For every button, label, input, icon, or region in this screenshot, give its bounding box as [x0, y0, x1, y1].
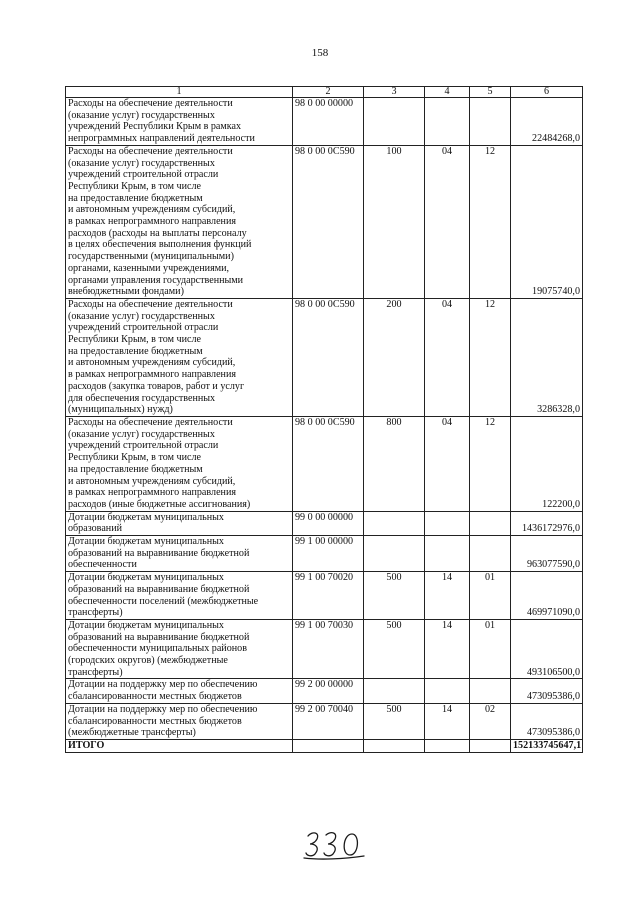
description-line: обеспеченности муниципальных районов: [68, 643, 247, 655]
description-line: Дотации бюджетам муниципальных: [68, 572, 224, 584]
subsection-code: 12: [470, 145, 511, 298]
description-line: сбалансированности местных бюджетов: [68, 691, 242, 703]
target-article-code: 98 0 00 0С590: [293, 298, 364, 416]
section-code: 14: [425, 703, 470, 739]
expense-type-code: 100: [364, 145, 425, 298]
total-row: [66, 739, 583, 752]
description-line: (оказание услуг) государственных: [68, 310, 215, 322]
column-header-1: 1: [66, 87, 293, 98]
description-line: для обеспечения государственных: [68, 392, 216, 404]
description-line: в целях обеспечения выполнения функций: [68, 239, 252, 251]
description-line: Республики Крым, в том числе: [68, 334, 201, 346]
expense-type-code: [364, 98, 425, 146]
amount-value: 469971090,0: [511, 572, 583, 620]
description-line: обеспеченности: [68, 559, 137, 571]
target-article-code: 99 2 00 00000: [293, 679, 364, 703]
subsection-code: 02: [470, 703, 511, 739]
section-code: 14: [425, 619, 470, 679]
row-description: [66, 98, 293, 146]
target-article-code: 99 0 00 00000: [293, 511, 364, 535]
section-code: [425, 679, 470, 703]
table-row: [66, 572, 583, 620]
description-line: образований на выравнивание бюджетной: [68, 631, 250, 643]
section-code: 04: [425, 145, 470, 298]
description-line: Республики Крым, в том числе: [68, 180, 201, 192]
subsection-code: 01: [470, 572, 511, 620]
description-line: в рамках непрограммного направления: [68, 487, 237, 499]
amount-value: 1436172976,0: [511, 511, 583, 535]
amount-value: 493106500,0: [511, 619, 583, 679]
target-article-code: 99 1 00 70030: [293, 619, 364, 679]
description-line: и автономным учреждениям субсидий,: [68, 475, 236, 487]
row-description: [66, 679, 293, 703]
section-code: [425, 98, 470, 146]
description-line: на предоставление бюджетным: [68, 463, 203, 475]
row-description: [66, 536, 293, 572]
total-amount: 152133745647,1: [511, 739, 583, 752]
description-line: (межбюджетные трансферты): [68, 727, 196, 739]
empty-cell: [425, 739, 470, 752]
description-line: и автономным учреждениям субсидий,: [68, 204, 236, 216]
description-line: учреждений строительной отрасли: [68, 322, 219, 334]
description-line: Дотации на поддержку мер по обеспечению: [68, 679, 258, 691]
subsection-code: 12: [470, 298, 511, 416]
table-row: [66, 536, 583, 572]
expense-type-code: 500: [364, 619, 425, 679]
table-row: [66, 619, 583, 679]
table-row: [66, 98, 583, 146]
row-description: [66, 145, 293, 298]
empty-cell: [364, 739, 425, 752]
target-article-code: 99 2 00 70040: [293, 703, 364, 739]
description-line: учреждений строительной отрасли: [68, 169, 219, 181]
expense-type-code: 800: [364, 416, 425, 511]
target-article-code: 98 0 00 00000: [293, 98, 364, 146]
description-line: образований на выравнивание бюджетной: [68, 583, 250, 595]
amount-value: 473095386,0: [511, 679, 583, 703]
amount-value: 3286328,0: [511, 298, 583, 416]
table-row: [66, 679, 583, 703]
description-line: расходов (закупка товаров, работ и услуг: [68, 380, 245, 392]
expense-type-code: [364, 679, 425, 703]
subsection-code: [470, 511, 511, 535]
description-line: (оказание услуг) государственных: [68, 109, 215, 121]
description-line: на предоставление бюджетным: [68, 345, 203, 357]
column-header-3: 3: [364, 87, 425, 98]
section-code: 04: [425, 298, 470, 416]
description-line: органами управления государственными: [68, 274, 244, 286]
description-line: непрограммных направлений деятельности: [68, 133, 255, 145]
description-line: Дотации бюджетам муниципальных: [68, 619, 224, 631]
row-description: [66, 619, 293, 679]
description-line: трансферты): [68, 666, 123, 678]
column-header-2: 2: [293, 87, 364, 98]
table-row: [66, 145, 583, 298]
column-header-5: 5: [470, 87, 511, 98]
empty-cell: [293, 739, 364, 752]
row-description: [66, 416, 293, 511]
description-line: образований на выравнивание бюджетной: [68, 547, 250, 559]
description-line: учреждений Республики Крым в рамках: [68, 121, 242, 133]
row-description: [66, 703, 293, 739]
description-line: внебюджетными фондами): [68, 286, 184, 298]
amount-value: 22484268,0: [511, 98, 583, 146]
row-description: [66, 298, 293, 416]
description-line: сбалансированности местных бюджетов: [68, 715, 242, 727]
subsection-code: 01: [470, 619, 511, 679]
description-line: государственными (муниципальными): [68, 251, 234, 263]
target-article-code: 99 1 00 00000: [293, 536, 364, 572]
section-code: 04: [425, 416, 470, 511]
table-row: [66, 703, 583, 739]
amount-value: 19075740,0: [511, 145, 583, 298]
section-code: [425, 511, 470, 535]
total-label: ИТОГО: [66, 739, 293, 752]
description-line: расходов (иные бюджетные ассигнования): [68, 498, 251, 510]
description-line: в рамках непрограммного направления: [68, 216, 237, 228]
handwritten-signature-icon: [300, 822, 370, 862]
description-line: Расходы на обеспечение деятельности: [68, 98, 233, 109]
subsection-code: [470, 679, 511, 703]
description-line: расходов (расходы на выплаты персоналу: [68, 227, 247, 239]
subsection-code: [470, 536, 511, 572]
description-line: трансферты): [68, 607, 123, 619]
expense-type-code: 200: [364, 298, 425, 416]
section-code: [425, 536, 470, 572]
empty-cell: [470, 739, 511, 752]
target-article-code: 99 1 00 70020: [293, 572, 364, 620]
description-line: (оказание услуг) государственных: [68, 157, 215, 169]
target-article-code: 98 0 00 0С590: [293, 145, 364, 298]
amount-value: 473095386,0: [511, 703, 583, 739]
description-line: обеспеченности поселений (межбюджетные: [68, 595, 259, 607]
description-line: Расходы на обеспечение деятельности: [68, 145, 233, 157]
budget-table: [65, 86, 583, 753]
expense-type-code: 500: [364, 703, 425, 739]
page-number: 158: [311, 47, 329, 59]
description-line: Дотации бюджетам муниципальных: [68, 536, 224, 548]
table-row: [66, 511, 583, 535]
subsection-code: [470, 98, 511, 146]
row-description: [66, 572, 293, 620]
expense-type-code: [364, 511, 425, 535]
description-line: Расходы на обеспечение деятельности: [68, 298, 233, 310]
column-header-6: 6: [511, 87, 583, 98]
subsection-code: 12: [470, 416, 511, 511]
target-article-code: 98 0 00 0С590: [293, 416, 364, 511]
expense-type-code: [364, 536, 425, 572]
description-line: (муниципальных) нужд): [68, 404, 173, 416]
amount-value: 963077590,0: [511, 536, 583, 572]
description-line: Дотации на поддержку мер по обеспечению: [68, 703, 258, 715]
table-row: [66, 416, 583, 511]
column-header-4: 4: [425, 87, 470, 98]
description-line: (городских округов) (межбюджетные: [68, 655, 228, 667]
description-line: Дотации бюджетам муниципальных: [68, 511, 224, 523]
description-line: в рамках непрограммного направления: [68, 369, 237, 381]
description-line: органами, казенными учреждениями,: [68, 262, 230, 274]
amount-value: 122200,0: [511, 416, 583, 511]
row-description: [66, 511, 293, 535]
description-line: и автономным учреждениям субсидий,: [68, 357, 236, 369]
description-line: (оказание услуг) государственных: [68, 428, 215, 440]
description-line: Расходы на обеспечение деятельности: [68, 416, 233, 428]
expense-type-code: 500: [364, 572, 425, 620]
description-line: образований: [68, 523, 123, 535]
section-code: 14: [425, 572, 470, 620]
table-row: [66, 298, 583, 416]
table-header-row: [66, 87, 583, 98]
description-line: на предоставление бюджетным: [68, 192, 203, 204]
description-line: учреждений строительной отрасли: [68, 440, 219, 452]
description-line: Республики Крым, в том числе: [68, 452, 201, 464]
